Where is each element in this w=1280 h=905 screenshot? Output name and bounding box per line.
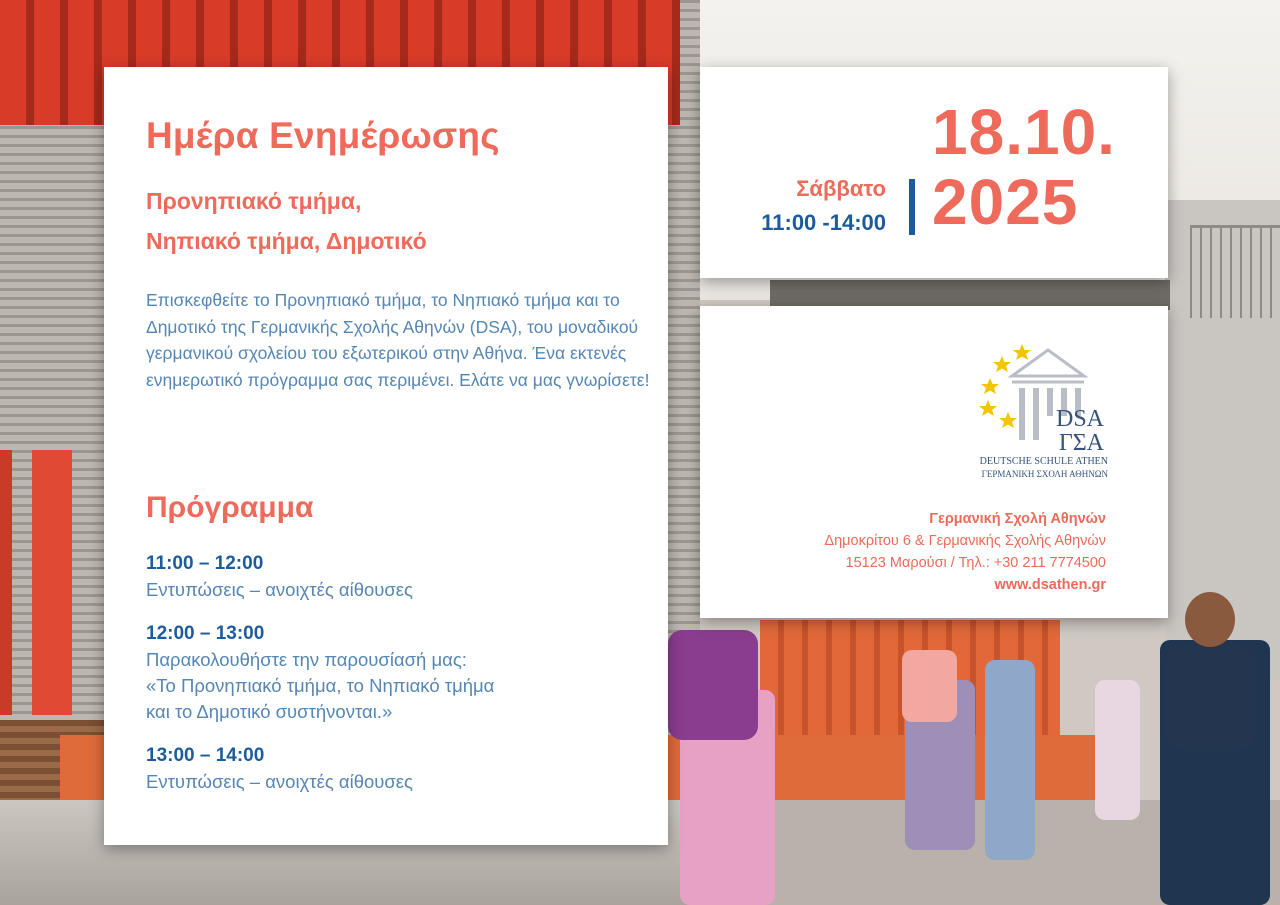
school-city-phone[interactable]: 15123 Μαρούσι / Τηλ.: +30 211 7774500	[845, 555, 1106, 571]
subtitle-line: Προνηπιακό τμήμα,	[146, 188, 362, 214]
event-hours: 11:00 -14:00	[761, 210, 886, 235]
logo-abbr-latin: DSA	[1055, 406, 1104, 432]
child-figure	[1095, 680, 1140, 820]
event-subtitle	[146, 181, 427, 261]
date-divider	[909, 179, 915, 235]
background-red-panel	[32, 450, 72, 715]
event-date-day-month: 18.10.	[932, 96, 1116, 168]
program-item	[146, 743, 656, 795]
program-time: 13:00 – 14:00	[146, 745, 265, 766]
program-title: Πρόγραμμα	[146, 491, 314, 524]
event-date	[932, 97, 1116, 237]
school-logo	[978, 336, 1108, 482]
logo-abbr-greek: ΓΣΑ	[1058, 430, 1104, 456]
program-item	[146, 621, 656, 725]
program-list	[146, 551, 656, 813]
background-balcony	[1190, 225, 1280, 318]
event-weekday: Σάββατο	[796, 176, 886, 201]
logo-name-greek: ΓΕΡΜΑΝΙΚΗ ΣΧΟΛΗ ΑΘΗΝΩΝ	[981, 469, 1108, 479]
website-link[interactable]: www.dsathen.gr	[994, 577, 1106, 593]
school-logo-icon	[978, 336, 1108, 456]
school-bag	[902, 650, 957, 722]
info-card	[104, 67, 668, 845]
child-head	[1185, 592, 1235, 647]
school-bag	[1165, 645, 1255, 750]
program-item	[146, 551, 656, 603]
intro-text: Επισκεφθείτε το Προνηπιακό τμήμα, το Νηπιακό τμήμα και το Δημοτικό της Γερμανικής Σχολής Αθηνών (DSA), του μοναδικού γερμανικού σχολείου του εξωτερικού στην Αθήνα. Ένα εκτενές ενημερωτικό πρόγραμμα σας περιμένει. Ελάτε να μας γνωρίσετε!	[146, 290, 650, 390]
contact-card	[700, 306, 1168, 618]
school-address: Δημοκρίτου 6 & Γερμανικής Σχολής Αθηνών	[824, 533, 1106, 549]
school-bag	[668, 630, 758, 740]
program-description: Εντυπώσεις – ανοιχτές αίθουσες	[146, 771, 413, 792]
event-title: Ημέρα Ενημέρωσης	[146, 115, 500, 156]
logo-name-german: DEUTSCHE SCHULE ATHEN	[979, 456, 1108, 467]
program-description: Εντυπώσεις – ανοιχτές αίθουσες	[146, 579, 413, 600]
event-date-year: 2025	[932, 166, 1079, 238]
child-figure	[985, 660, 1035, 860]
contact-details	[824, 508, 1106, 596]
date-details	[761, 172, 886, 240]
school-name: Γερμανική Σχολή Αθηνών	[929, 511, 1106, 527]
date-card	[700, 67, 1168, 278]
program-time: 11:00 – 12:00	[146, 553, 264, 574]
background-red-panel	[0, 450, 12, 715]
subtitle-line: Νηπιακό τμήμα, Δημοτικό	[146, 228, 427, 254]
program-time: 12:00 – 13:00	[146, 623, 265, 644]
program-description: Παρακολουθήστε την παρουσίασή μας: «Το Προνηπιακό τμήμα, το Νηπιακό τμήμα και το Δημοτικό συστήνονται.»	[146, 649, 495, 722]
